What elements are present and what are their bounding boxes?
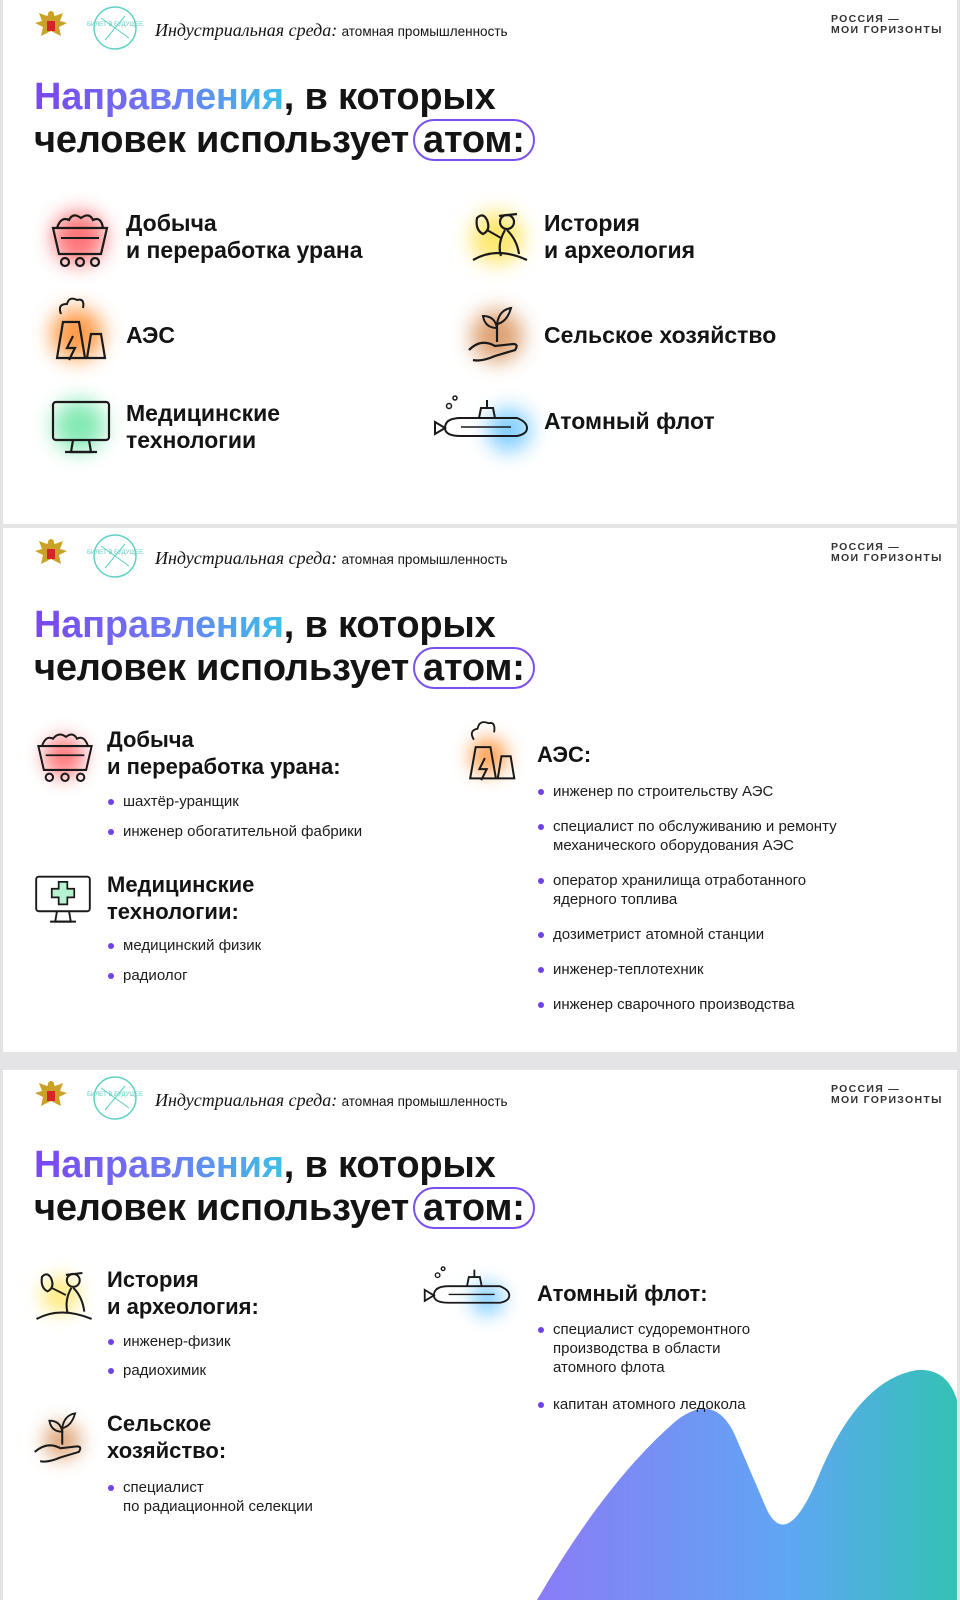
header-title: Индустриальная среда: атомная промышленность — [155, 1090, 508, 1110]
brand-mark: РОССИЯ — МОИ ГОРИЗОНТЫ — [831, 13, 943, 36]
list-item: специалист судоремонтного — [537, 1320, 750, 1339]
archaeology-icon — [461, 200, 535, 274]
monitor-icon — [43, 390, 117, 464]
page-title: Направления, в которых человек использует атом: — [34, 76, 535, 162]
slide-history-agriculture-fleet: БИЛЕТ В БУДУЩЕЕ Индустриальная среда: атомная промышленность РОССИЯ — МОИ ГОРИЗОНТЫ Направления, в которых человек использует атом: История и археология: инженер-физик радиохимик Сельское хозяйство: специалист по радиационной селекции Атомный флот: специалист судоремонтного производства в области атомного флота капитан атомного ледокола — [3, 1070, 957, 1600]
agriculture-professions — [107, 1478, 313, 1516]
ticket-logo-icon — [86, 4, 144, 52]
list-item-continuation: по радиационной селекции — [123, 1498, 313, 1515]
title-pill: атом: — [413, 119, 535, 161]
list-item: инженер по строительству АЭС — [537, 782, 837, 801]
list-item-continuation: механического оборудования АЭС — [553, 837, 794, 854]
list-item-continuation: ядерного топлива — [553, 891, 678, 908]
slide-mining-medical-npp: БИЛЕТ В БУДУЩЕЕ Индустриальная среда: атомная промышленность РОССИЯ — МОИ ГОРИЗОНТЫ Направления, в которых человек использует атом: Добыча и переработка урана: шахтёр-уранщик инженер обогатительной фабрики Медицинские технологии: медицинский физик радиолог АЭС: инженер по строительству АЭС специалист по обслуживанию и ремонту механического оборудования АЭС оператор хранилища отработанного ядерного топлива дозиметрист атомной станции инженер-теплотехник инженер сварочного производства — [3, 528, 957, 1052]
emblem-icon — [30, 1076, 72, 1118]
page-title: Направления, в которых человек использует атом: — [34, 1144, 535, 1230]
mining-professions — [107, 792, 362, 841]
svg-text:БИЛЕТ В БУДУЩЕЕ: БИЛЕТ В БУДУЩЕЕ — [86, 22, 144, 28]
power-plant-icon — [43, 292, 117, 366]
ticket-logo-icon — [86, 532, 144, 580]
list-item: инженер-теплотехник — [537, 960, 837, 979]
brand-mark: РОССИЯ — МОИ ГОРИЗОНТЫ — [831, 1083, 943, 1106]
header-title: Индустриальная среда: атомная промышленность — [155, 548, 508, 568]
medical-professions — [107, 936, 261, 985]
page-title: Направления, в которых человек использует атом: — [34, 604, 535, 690]
title-pill: атом: — [413, 1187, 535, 1229]
submarine-icon — [431, 388, 531, 462]
list-item-continuation: атомного флота — [553, 1359, 665, 1376]
list-item: радиолог — [107, 966, 261, 985]
brand-mark: РОССИЯ — МОИ ГОРИЗОНТЫ — [831, 541, 943, 564]
list-item: капитан атомного ледокола — [537, 1395, 750, 1414]
svg-text:БИЛЕТ В БУДУЩЕЕ: БИЛЕТ В БУДУЩЕЕ — [86, 550, 144, 556]
fleet-professions — [537, 1320, 750, 1414]
slide-overview: БИЛЕТ В БУДУЩЕЕ Индустриальная среда: атомная промышленность РОССИЯ — МОИ ГОРИЗОНТЫ Направления, в которых человек использует атом: Добыча и переработка урана История и археология АЭС Сельское хозяйство Медицинские технологии Атомный флот — [3, 0, 957, 524]
list-item: инженер-физик — [107, 1332, 231, 1351]
slide-header — [3, 1070, 957, 1130]
list-item: инженер сварочного производства — [537, 995, 837, 1014]
mine-cart-icon — [31, 724, 99, 792]
npp-professions — [537, 782, 837, 1014]
submarine-icon — [417, 1266, 517, 1334]
list-item: дозиметрист атомной станции — [537, 925, 837, 944]
list-item: специалист — [107, 1478, 313, 1497]
slide-header — [3, 528, 957, 588]
mine-cart-icon — [43, 200, 117, 274]
power-plant-icon — [461, 714, 529, 782]
history-professions — [107, 1332, 231, 1380]
title-pill: атом: — [413, 647, 535, 689]
ticket-logo-icon — [86, 1074, 144, 1122]
header-title: Индустриальная среда: атомная промышленность — [155, 20, 508, 40]
emblem-icon — [30, 534, 72, 576]
plant-hand-icon — [31, 1406, 99, 1474]
list-item: шахтёр-уранщик — [107, 792, 362, 811]
list-item: инженер обогатительной фабрики — [107, 822, 362, 841]
list-item: специалист по обслуживанию и ремонту — [537, 817, 837, 836]
list-item: радиохимик — [107, 1361, 231, 1380]
plant-hand-icon — [461, 298, 535, 372]
svg-text:БИЛЕТ В БУДУЩЕЕ: БИЛЕТ В БУДУЩЕЕ — [86, 1092, 144, 1098]
emblem-icon — [30, 6, 72, 48]
medical-monitor-icon — [31, 868, 95, 932]
list-item: медицинский физик — [107, 936, 261, 955]
slide-header — [3, 0, 957, 60]
list-item: оператор хранилища отработанного — [537, 871, 837, 890]
list-item-continuation: производства в области — [553, 1340, 721, 1357]
archaeology-icon — [31, 1262, 99, 1330]
